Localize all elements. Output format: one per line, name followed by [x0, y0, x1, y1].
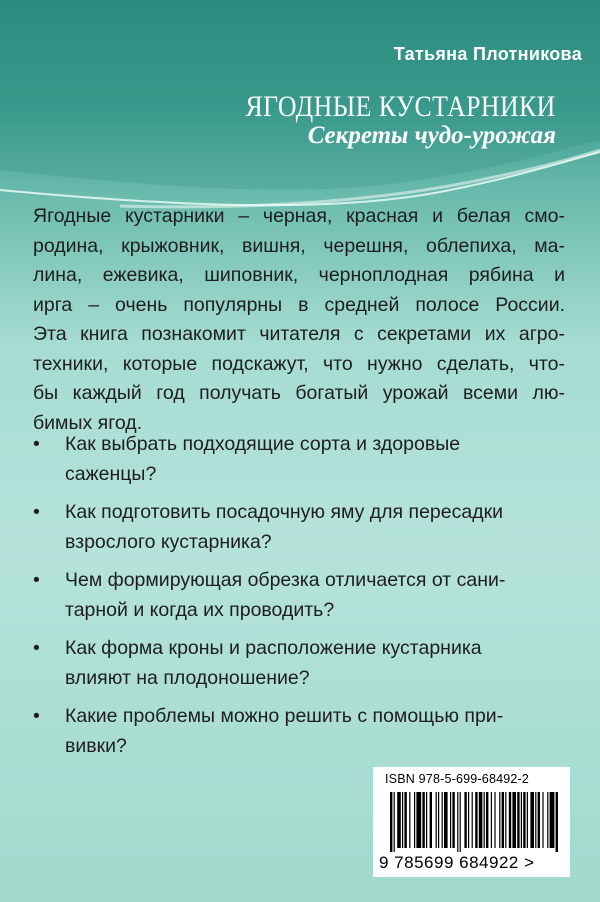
question-line: взрослого кустарника? — [65, 530, 272, 553]
question-line: Какие проблемы можно решить с помощью при- — [65, 705, 504, 727]
barcode-bar — [404, 792, 406, 848]
isbn-barcode — [373, 767, 570, 877]
barcode-bar — [450, 792, 451, 848]
barcode-bar — [402, 792, 403, 848]
barcode-bar — [538, 792, 540, 848]
barcode-bar — [472, 792, 473, 848]
bullet-icon: • — [33, 433, 40, 455]
question-line: тарной и когда их проводить? — [65, 598, 335, 621]
barcode-bar — [535, 792, 536, 848]
description-line: бы каждый год получать богатый урожай всеми лю- — [33, 382, 565, 404]
question-item — [33, 498, 578, 557]
question-item — [33, 566, 578, 625]
question-line: Как выбрать подходящие сорта и здоровые — [65, 433, 461, 455]
question-line: Как подготовить посадочную яму для пересадки — [65, 501, 504, 523]
question-line: вивки? — [65, 734, 127, 757]
question-line: Чем формирующая обрезка отличается от сани- — [65, 569, 506, 591]
question-list — [33, 430, 578, 770]
barcode-bar — [542, 792, 543, 848]
barcode-bar — [530, 792, 534, 848]
barcode-bar — [464, 792, 466, 848]
barcode-bar — [517, 792, 519, 848]
description-line: лина, ежевика, шиповник, черноплодная рябина и — [33, 264, 565, 286]
barcode-bar — [521, 792, 522, 848]
barcode-bar — [484, 792, 485, 848]
barcode-bar — [444, 792, 448, 848]
barcode-bar — [547, 792, 548, 848]
barcode-bar — [468, 792, 469, 848]
barcode-bar — [479, 792, 483, 848]
barcode-bar — [390, 792, 392, 852]
book-subtitle: Секреты чудо-урожая — [307, 122, 556, 149]
barcode-bar — [475, 792, 477, 848]
description-line: Ягодные кустарники – черная, красная и белая смо- — [33, 205, 565, 227]
description-line: бимых ягод. — [33, 411, 143, 434]
description-paragraph — [33, 202, 565, 438]
author-name: Татьяна Плотникова — [393, 44, 582, 64]
description-line: родина, крыжовник, вишня, черешня, облепиха, ма- — [33, 234, 565, 257]
barcode-bar — [422, 792, 424, 848]
barcode-bar — [438, 792, 439, 848]
barcode-bar — [499, 792, 500, 848]
question-item — [33, 702, 578, 761]
barcode-bar — [491, 792, 492, 848]
bullet-icon: • — [33, 569, 40, 591]
barcode-bar — [527, 792, 528, 848]
barcode-bar — [556, 792, 558, 852]
barcode-bar — [502, 792, 504, 848]
description-line: техники, которые подскажут, что нужно сделать, что- — [33, 352, 565, 375]
barcode-bar — [523, 792, 525, 848]
book-title: ЯГОДНЫЕ КУСТАРНИКИ — [245, 90, 556, 123]
barcode-bar — [409, 792, 410, 848]
description-line: ирга – очень популярны в средней полосе России. — [33, 293, 565, 316]
barcode-bar — [436, 792, 437, 848]
question-line: Как форма кроны и расположение кустарника — [65, 637, 482, 659]
barcode-digits: 9 785699 684922 > — [379, 853, 535, 872]
isbn-label: ISBN 978-5-699-68492-2 — [385, 772, 530, 786]
barcode-bar — [494, 792, 495, 848]
barcode-bar — [505, 792, 506, 848]
barcode-bars — [390, 792, 560, 852]
barcode-bar — [452, 792, 454, 848]
question-item — [33, 634, 578, 693]
barcode-bar — [416, 792, 421, 848]
barcode-bar — [430, 792, 432, 848]
barcode-bar — [550, 792, 555, 848]
barcode-bar — [397, 792, 401, 848]
bullet-icon: • — [33, 705, 40, 727]
barcode-bar — [486, 792, 488, 848]
question-item — [33, 430, 578, 489]
barcode-bar — [426, 792, 427, 848]
barcode-bar — [457, 792, 458, 852]
question-line: влияют на плодоношение? — [65, 666, 310, 689]
bullet-icon: • — [33, 637, 40, 659]
question-line: саженцы? — [65, 462, 157, 485]
barcode-bar — [442, 792, 443, 848]
description-line: Эта книга познакомит читателя с секретами их агро- — [33, 323, 565, 345]
bullet-icon: • — [33, 501, 40, 523]
barcode-bar — [509, 792, 511, 848]
barcode-bar — [512, 792, 516, 848]
barcode-bar — [414, 792, 415, 848]
barcode-bar — [394, 792, 395, 852]
barcode-bar — [460, 792, 461, 852]
